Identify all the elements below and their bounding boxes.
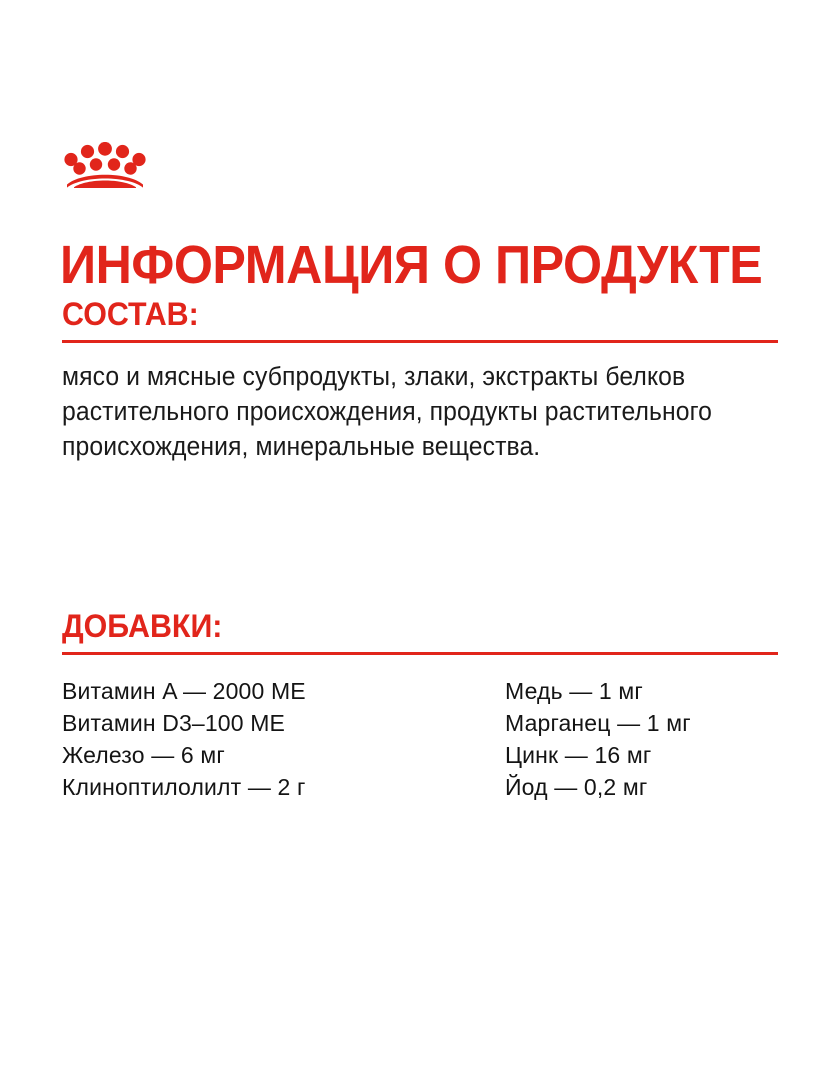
list-item: Клиноптилолилт — 2 г — [62, 774, 306, 800]
list-item: Цинк — 16 мг — [505, 742, 652, 768]
list-item: Витамин A — 2000 МЕ — [62, 678, 306, 704]
composition-body-text: мясо и мясные субпродукты, злаки, экстракты белков растительного происхождения, продукты растительного происхождения, минеральные вещества. — [62, 363, 713, 461]
list-item: Витамин D3–100 МЕ — [62, 710, 286, 736]
composition-heading: СОСТАВ: — [62, 296, 199, 332]
additives-heading: ДОБАВКИ: — [62, 608, 223, 644]
additives-column-left — [62, 675, 505, 803]
list-item: Железо — 6 мг — [62, 742, 225, 768]
section-additives — [62, 608, 778, 803]
additives-list — [62, 675, 778, 803]
list-item: Йод — 0,2 мг — [505, 774, 648, 800]
additives-column-right — [505, 675, 778, 803]
composition-divider — [62, 340, 778, 343]
page-title: ИНФОРМАЦИЯ О ПРОДУКТЕ — [60, 235, 763, 296]
list-item: Марганец — 1 мг — [505, 710, 691, 736]
section-composition — [62, 296, 778, 491]
royal-crown-icon — [62, 142, 148, 188]
additives-divider — [62, 652, 778, 655]
list-item: Медь — 1 мг — [505, 678, 643, 704]
